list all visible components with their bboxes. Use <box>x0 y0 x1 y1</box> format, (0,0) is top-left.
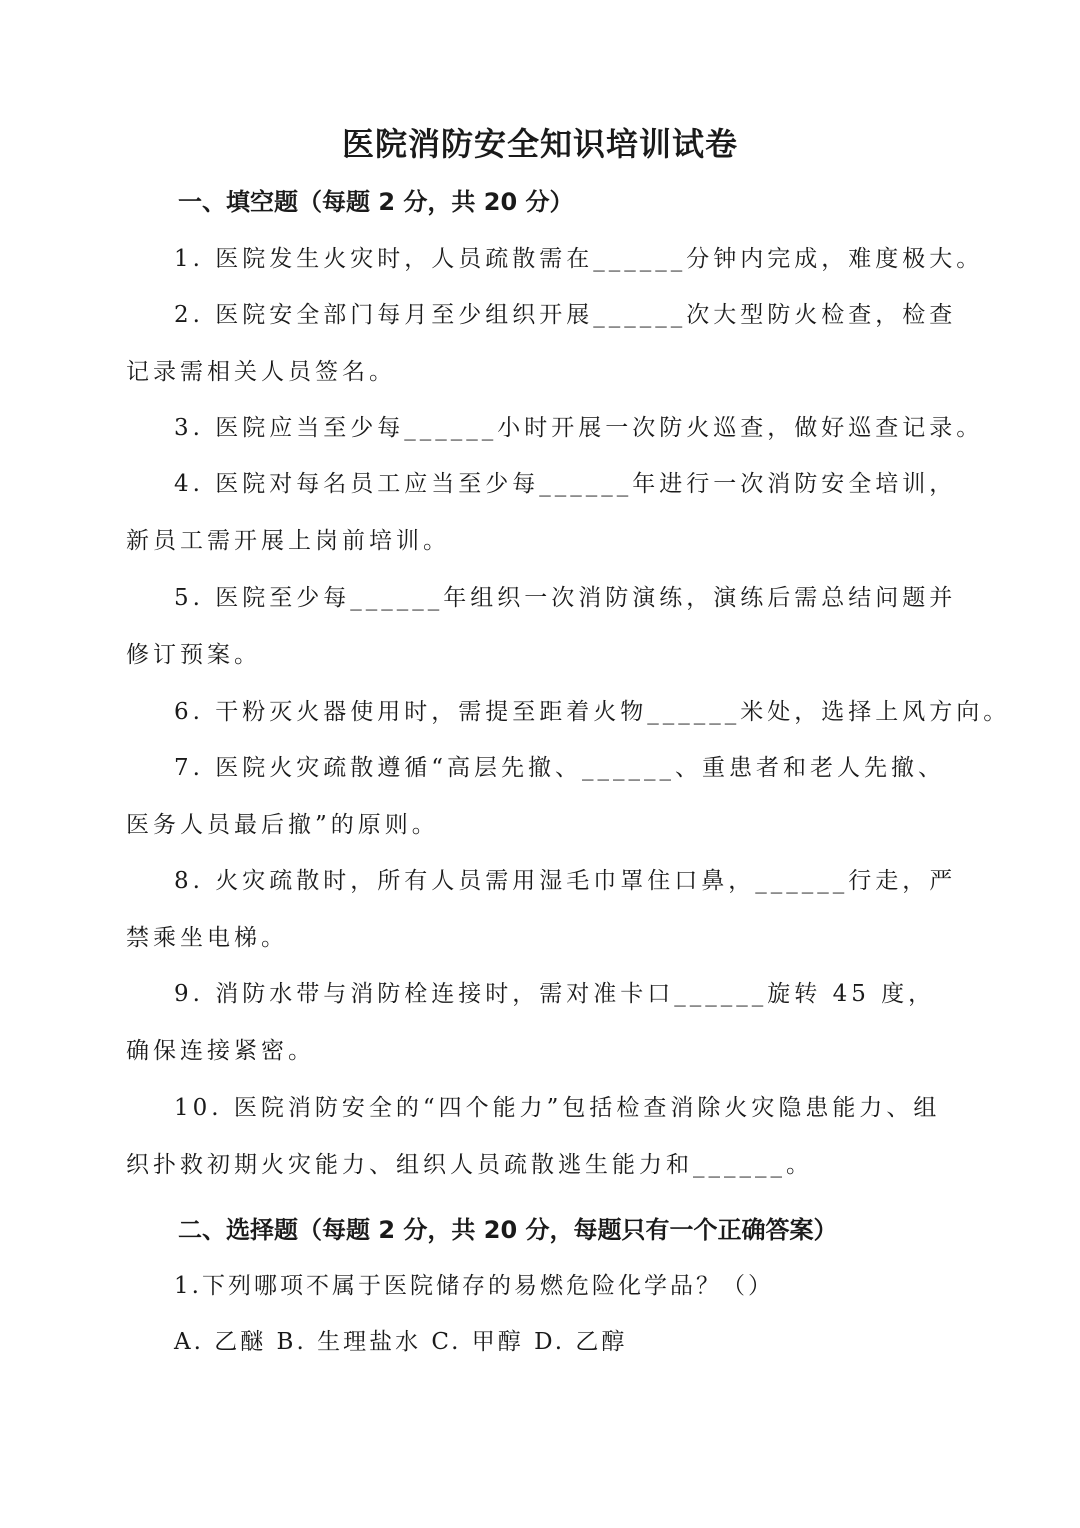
fill-in-question: 10. 医院消防安全的“四个能力”包括检查消除火灾隐患能力、组织扑救初期火灾能力、组织人员疏散逃生能力和______。 <box>126 1095 941 1178</box>
choice-question-options: A. 乙醚 B. 生理盐水 C. 甲醇 D. 乙醇 <box>174 1329 628 1355</box>
fill-in-question: 3. 医院应当至少每______小时开展一次防火巡查，做好巡查记录。 <box>174 415 984 441</box>
section-heading-multiple-choice: 二、选择题（每题 2 分，共 20 分，每题只有一个正确答案） <box>178 1216 838 1244</box>
section-heading-fill-in: 一、填空题（每题 2 分，共 20 分） <box>178 188 574 216</box>
fill-in-question: 6. 干粉灭火器使用时，需提至距着火物______米处，选择上风方向。 <box>174 699 1011 725</box>
fill-in-question: 4. 医院对每名员工应当至少每______年进行一次消防安全培训，新员工需开展上岗前培训。 <box>126 471 957 554</box>
fill-in-question: 5. 医院至少每______年组织一次消防演练，演练后需总结问题并修订预案。 <box>126 585 957 668</box>
fill-in-question: 1. 医院发生火灾时，人员疏散需在______分钟内完成，难度极大。 <box>174 246 984 272</box>
fill-in-question: 8. 火灾疏散时，所有人员需用湿毛巾罩住口鼻，______行走，严禁乘坐电梯。 <box>126 868 957 951</box>
page-title: 医院消防安全知识培训试卷 <box>341 125 738 163</box>
fill-in-question: 7. 医院火灾疏散遵循“高层先撤、______、重患者和老人先撤、医务人员最后撤”的原则。 <box>126 755 946 838</box>
fill-in-question: 9. 消防水带与消防栓连接时，需对准卡口______旋转 45 度，确保连接紧密。 <box>126 981 936 1064</box>
choice-question-text: 1.下列哪项不属于医院储存的易燃危险化学品？（） <box>174 1273 774 1299</box>
fill-in-question: 2. 医院安全部门每月至少组织开展______次大型防火检查，检查记录需相关人员签名。 <box>126 302 957 385</box>
